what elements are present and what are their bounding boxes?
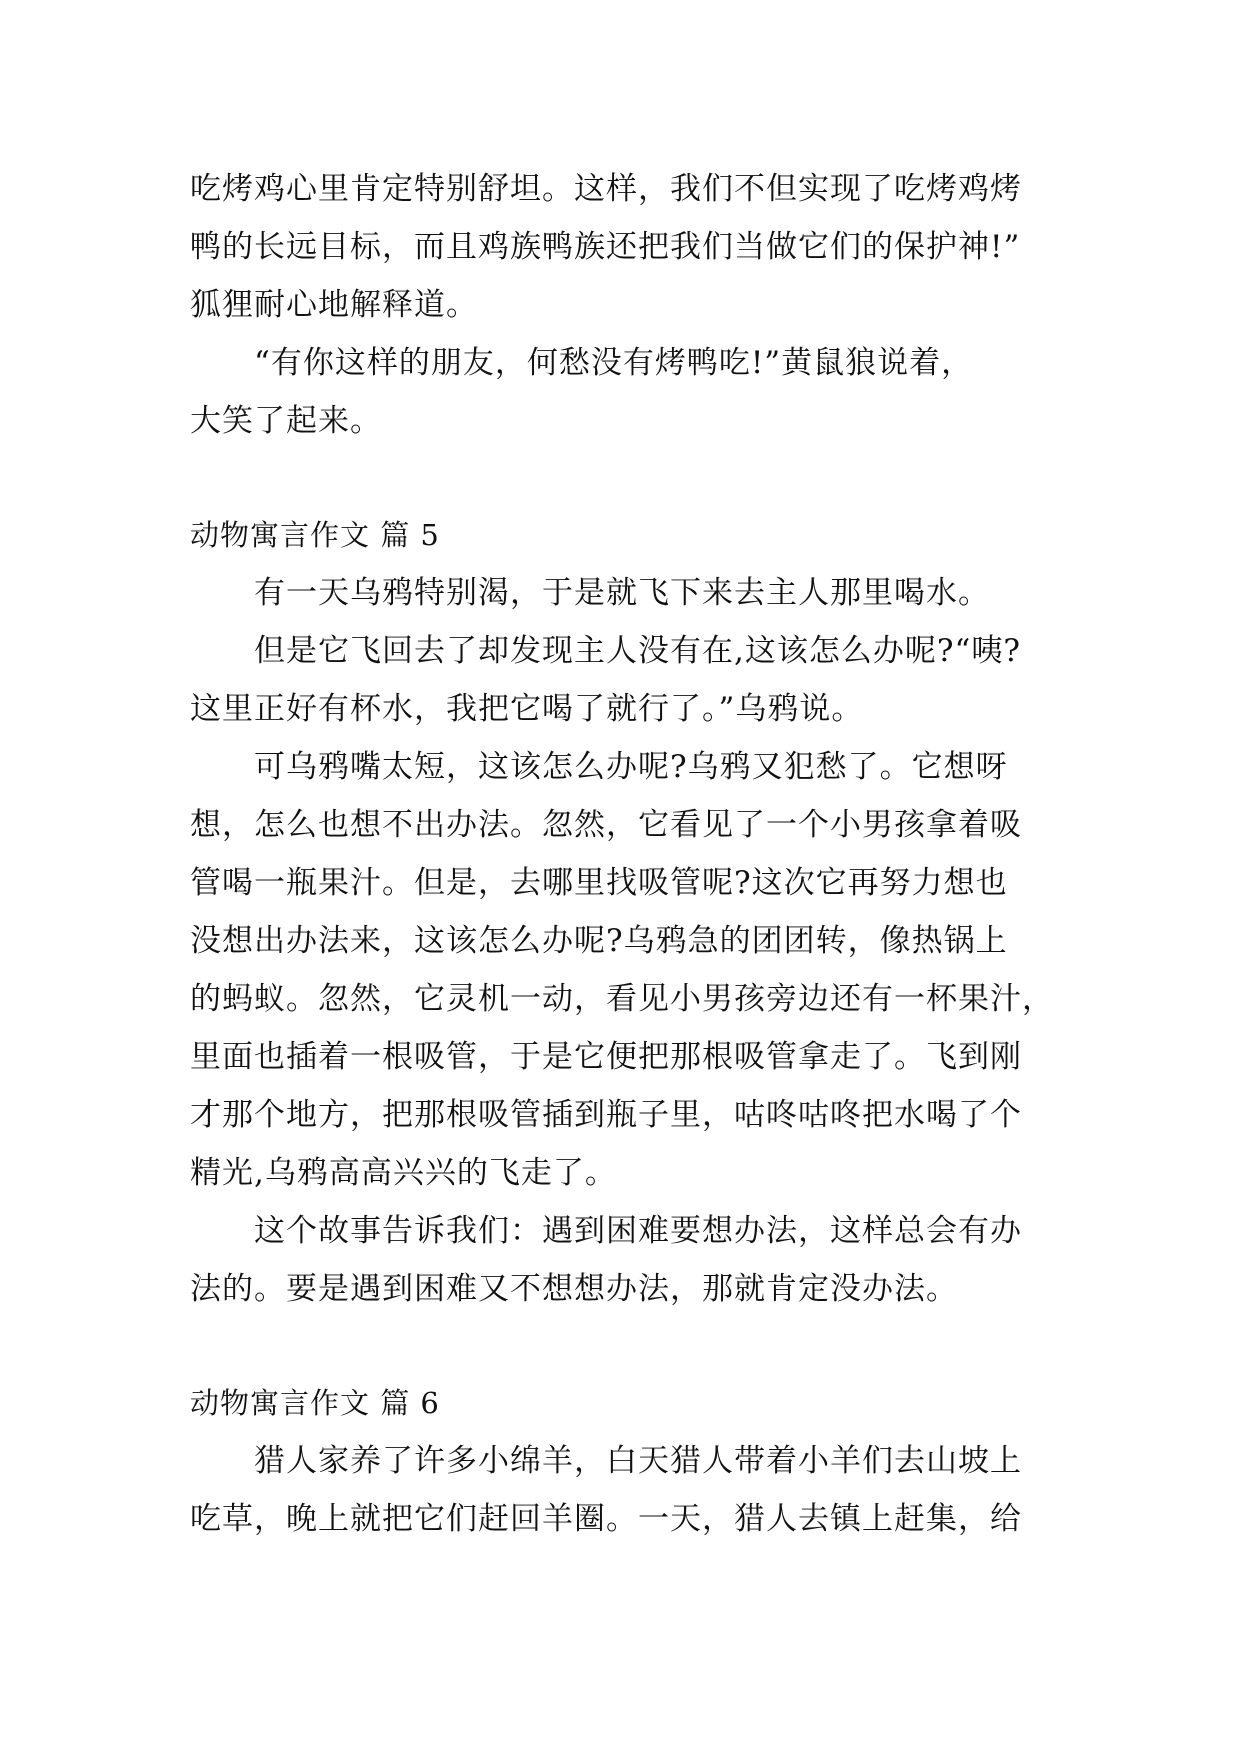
section5-paragraph-1: [190, 564, 1050, 622]
text-line: 想，怎么也想不出办法。忽然，它看见了一个小男孩拿着吸: [190, 807, 1022, 843]
text-line: 才那个地方，把那根吸管插到瓶子里，咕咚咕咚把水喝了个: [190, 1097, 1022, 1133]
text-line: 鸭的长远目标，而且鸡族鸭族还把我们当做它们的保护神!”: [190, 229, 1021, 265]
text-line: 没想出办法来，这该怎么办呢?乌鸦急的团团转，像热锅上: [190, 923, 1008, 959]
text-line: 可乌鸦嘴太短，这该怎么办呢?乌鸦又犯愁了。它想呀: [254, 749, 1008, 785]
section5-paragraph-3: [190, 738, 1054, 1202]
text-line: 里面也插着一根吸管，于是它便把那根吸管拿走了。飞到刚: [190, 1039, 1022, 1075]
text-line: 吃烤鸡心里肯定特别舒坦。这样，我们不但实现了吃烤鸡烤: [190, 171, 1022, 207]
text-line: 法的。要是遇到困难又不想想办法，那就肯定没办法。: [190, 1271, 958, 1307]
document-page: [190, 160, 1054, 1548]
paragraph-fox-explanation: [190, 160, 1050, 334]
text-line: 的蚂蚁。忽然，它灵机一动，看见小男孩旁边还有一杯果汁，: [190, 981, 1054, 1017]
text-line: 但是它飞回去了却发现主人没有在,这该怎么办呢?“咦?: [254, 633, 1021, 669]
text-line: 精光,乌鸦高高兴兴的飞走了。: [190, 1155, 617, 1191]
section5-paragraph-4: [190, 1202, 1050, 1318]
text-line: “有你这样的朋友，何愁没有烤鸭吃!”黄鼠狼说着，: [254, 345, 974, 381]
section6-paragraph-1: [190, 1432, 1050, 1548]
text-line: 管喝一瓶果汁。但是，去哪里找吸管呢?这次它再努力想也: [190, 865, 1008, 901]
section-heading-6: 动物寓言作文 篇 6: [190, 1386, 440, 1420]
text-line: 这个故事告诉我们：遇到困难要想办法，这样总会有办: [254, 1213, 1022, 1249]
text-line: 有一天乌鸦特别渴，于是就飞下来去主人那里喝水。: [254, 575, 990, 611]
text-line: 猎人家养了许多小绵羊，白天猎人带着小羊们去山坡上: [254, 1443, 1022, 1479]
text-line: 狐狸耐心地解释道。: [190, 287, 478, 323]
text-line: 吃草，晚上就把它们赶回羊圈。一天，猎人去镇上赶集，给: [190, 1501, 1022, 1537]
text-line: 大笑了起来。: [190, 403, 382, 439]
section5-paragraph-2: [190, 622, 1050, 738]
section-heading-5: 动物寓言作文 篇 5: [190, 518, 440, 552]
text-line: 这里正好有杯水，我把它喝了就行了。”乌鸦说。: [190, 691, 864, 727]
paragraph-weasel-laugh: [190, 334, 1050, 450]
